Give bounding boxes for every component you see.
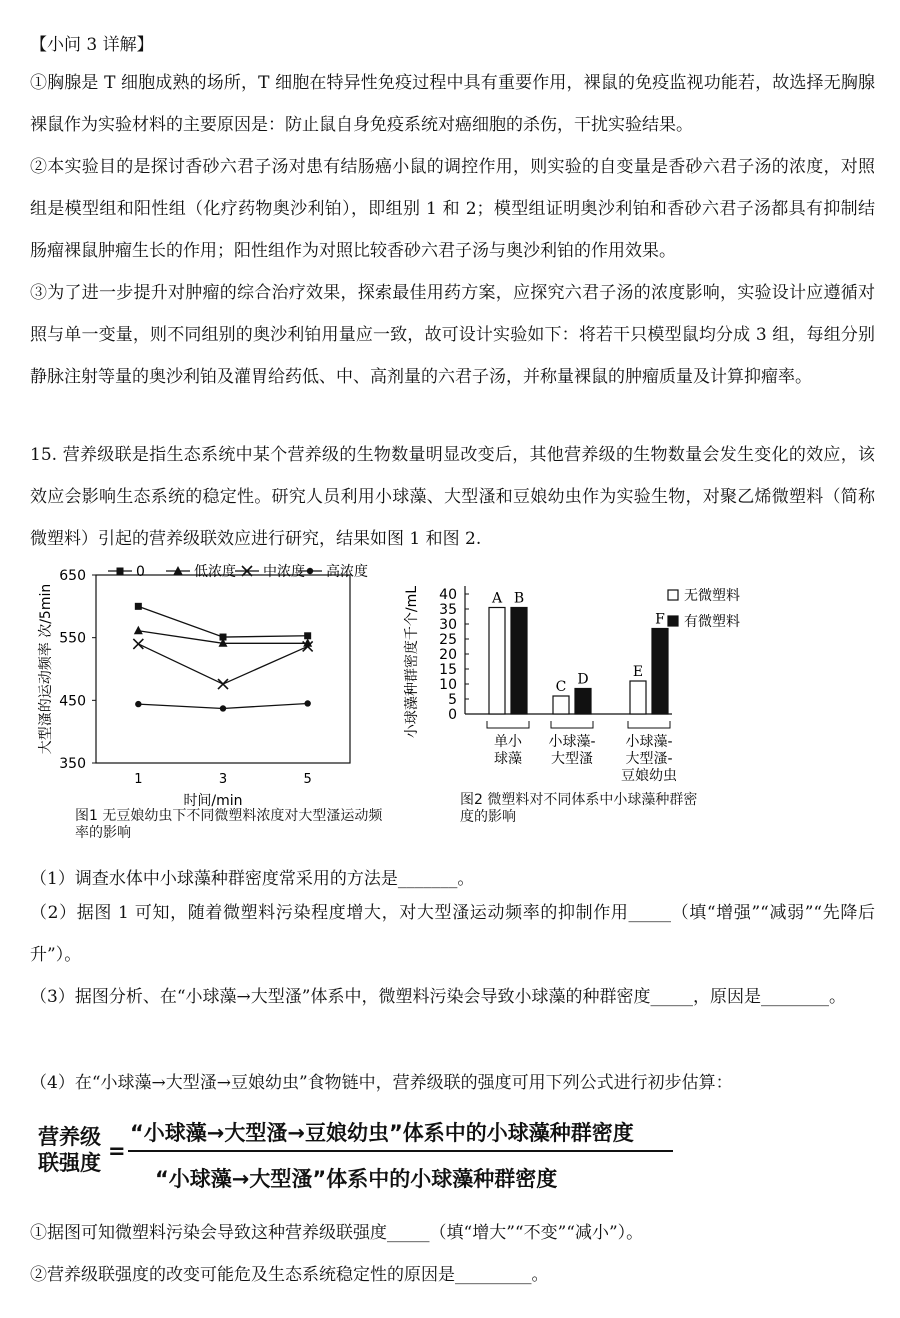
y-tick-label: 40 (439, 587, 457, 603)
formula-lhs-line1: 营养级 (38, 1125, 101, 1149)
category-bracket (628, 721, 670, 728)
paragraph-thymus: ①胸腺是 T 细胞成熟的场所，T 细胞在特异性免疫过程中具有重要作用，裸鼠的免疫监视功能若，故选择无胸腺裸鼠作为实验材料的主要原因是：防止鼠自身免疫系统对癌细胞的杀伤，干扰实验结果。 (30, 73, 875, 135)
category-bracket (551, 721, 593, 728)
legend-label: 中浓度 (263, 564, 305, 580)
y-axis-label: 小球藻种群密度千个/mL (404, 585, 420, 739)
x-axis-label: 时间/min (183, 793, 243, 808)
y-tick-label: 25 (439, 632, 457, 648)
category-label: 单小球藻 (494, 734, 522, 767)
section-header: 【小问 3 详解】 (30, 35, 154, 55)
data-point (304, 632, 311, 639)
bar (630, 681, 646, 714)
bar (553, 696, 569, 714)
series-line-0 (138, 606, 307, 637)
data-point (133, 639, 143, 649)
legend-swatch (668, 590, 678, 600)
bar-label: C (555, 679, 567, 695)
question-15-stem: 15. 营养级联是指生态系统中某个营养级的生物数量明显改变后，其他营养级的生物数量会发生变化的效应，该效应会影响生态系统的稳定性。研究人员利用小球藻、大型溞和豆娘幼虫作为实验生物，对聚乙烯微塑料（简称微塑料）引起的营养级联效应进行研究，结果如图 1 和图 2. (30, 445, 875, 549)
bar (575, 689, 591, 715)
legend-label: 无微塑料 (684, 588, 740, 604)
y-axis-label: 大型溞的运动频率 次/5min (38, 583, 54, 755)
bar-label: E (632, 664, 644, 680)
plot-frame (96, 575, 350, 763)
legend-swatch (668, 616, 678, 626)
legend-marker (174, 566, 183, 575)
bar-label: B (513, 590, 525, 607)
category-label: 小球藻-大型溞 (548, 734, 596, 767)
bar (511, 608, 527, 715)
question-4-part-2: ②营养级联强度的改变可能危及生态系统稳定性的原因是_________。 (30, 1265, 549, 1285)
y-tick-label: 450 (59, 693, 86, 710)
legend-label: 高浓度 (326, 564, 368, 580)
y-tick-label: 20 (439, 647, 457, 663)
y-tick-label: 650 (59, 568, 86, 584)
legend-marker (307, 568, 313, 574)
bar-label: A (491, 590, 503, 607)
fraction-bar (128, 1150, 673, 1152)
formula-lhs-line2: 联强度 (38, 1151, 101, 1175)
x-tick-label: 1 (134, 772, 143, 787)
data-point (220, 705, 226, 711)
formula-equals: = (108, 1139, 126, 1163)
y-tick-label: 5 (448, 692, 457, 708)
question-2: （2）据图 1 可知，随着微塑料污染程度增大，对大型溞运动频率的抑制作用_____（填“增强”“减弱”“先降后升”）。 (30, 903, 875, 965)
category-label: 小球藻-大型溞-豆娘幼虫 (621, 734, 677, 784)
question-3: （3）据图分析、在“小球藻→大型溞”体系中，微塑料污染会导致小球藻的种群密度_____，原因是________。 (30, 987, 846, 1007)
figure-2-bar-chart (400, 572, 780, 790)
y-tick-label: 30 (439, 617, 457, 633)
data-point (135, 603, 142, 610)
formula-numerator: “小球藻→大型溞→豆娘幼虫”体系中的小球藻种群密度 (130, 1121, 634, 1145)
data-point (304, 700, 310, 706)
legend-label: 有微塑料 (684, 614, 740, 630)
x-tick-label: 5 (303, 772, 312, 787)
y-tick-label: 35 (439, 602, 457, 618)
y-tick-label: 10 (439, 677, 457, 693)
bar-label: D (577, 671, 589, 688)
legend-marker (117, 568, 124, 575)
bar-label: F (655, 611, 665, 628)
formula-denominator: “小球藻→大型溞”体系中的小球藻种群密度 (155, 1167, 558, 1191)
category-bracket (487, 721, 529, 728)
figure-1-caption: 图1 无豆娘幼虫下不同微塑料浓度对大型溞运动频率的影响 (75, 808, 383, 841)
question-4: （4）在“小球藻→大型溞→豆娘幼虫”食物链中，营养级联的强度可用下列公式进行初步估算： (30, 1073, 733, 1093)
legend-label: 低浓度 (194, 564, 236, 580)
figure-1-line-chart (30, 558, 400, 808)
y-tick-label: 350 (59, 756, 86, 772)
y-tick-label: 15 (439, 662, 457, 678)
data-point (135, 701, 141, 707)
bar (489, 608, 505, 715)
y-tick-label: 0 (448, 707, 457, 723)
paragraph-experiment-design: ③为了进一步提升对肿瘤的综合治疗效果，探索最佳用药方案，应探究六君子汤的浓度影响，实验设计应遵循对照与单一变量，则不同组别的奥沙利铂用量应一致，故可设计实验如下：将若干只模型鼠均分成 3 组，每组分别静脉注射等量的奥沙利铂及灌胃给药低、中、高剂量的六君子汤，并称量裸鼠的肿瘤质量及计算抑瘤率。 (30, 283, 875, 387)
bar (652, 629, 668, 715)
x-tick-label: 3 (218, 772, 228, 787)
figure-2-caption: 图2 微塑料对不同体系中小球藻种群密度的影响 (460, 792, 698, 825)
paragraph-variables: ②本实验目的是探讨香砂六君子汤对患有结肠癌小鼠的调控作用，则实验的自变量是香砂六君子汤的浓度，对照组是模型组和阳性组（化疗药物奥沙利铂），即组别 1 和 2；模型组证明奥沙利铂和香砂六君子汤都具有抑制结肠瘤裸鼠肿瘤生长的作用；阳性组作为对照比较香砂六君子汤与奥沙利铂的作用效果。 (30, 157, 875, 261)
legend-label: 0 (136, 564, 145, 580)
question-1: （1）调查水体中小球藻种群密度常采用的方法是_______。 (30, 869, 475, 889)
series-line-2 (138, 644, 307, 684)
data-point (218, 679, 228, 689)
y-tick-label: 550 (59, 630, 86, 647)
data-point (134, 626, 143, 635)
question-4-part-1: ①据图可知微塑料污染会导致这种营养级联强度_____（填“增大”“不变”“减小”）。 (30, 1223, 644, 1243)
